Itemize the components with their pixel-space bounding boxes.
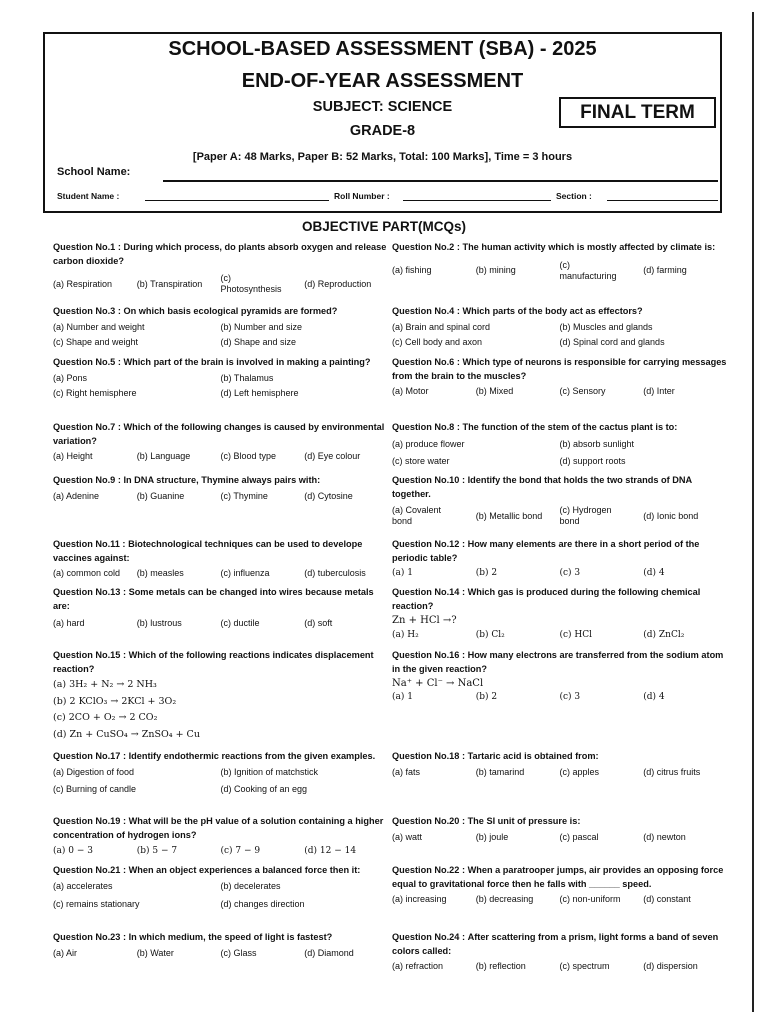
option-d[interactable]: (d) Ionic bond bbox=[643, 510, 699, 521]
option-c[interactable]: (c) pascal bbox=[559, 831, 599, 842]
question-text: The SI unit of pressure is: bbox=[467, 816, 581, 826]
question-text: Biotechnological techniques can be used to develope vaccines against: bbox=[53, 539, 363, 563]
option-a[interactable]: (a) fishing bbox=[392, 265, 432, 275]
option-c[interactable]: (c) Right hemisphere bbox=[53, 387, 137, 398]
option-d[interactable]: (d) constant bbox=[643, 894, 691, 904]
option-d[interactable]: (d) newton bbox=[643, 831, 686, 842]
option-a[interactable]: (a) Pons bbox=[53, 372, 88, 383]
question-13 bbox=[53, 586, 388, 629]
option-b[interactable]: (b) 2 bbox=[475, 692, 498, 702]
header-box bbox=[43, 32, 722, 213]
section-title: OBJECTIVE PART(MCQs) bbox=[301, 219, 466, 234]
question-text: Which of the following reactions indicates displacement reaction? bbox=[53, 650, 374, 674]
question-4 bbox=[392, 305, 727, 348]
school-name-label: School Name: bbox=[57, 166, 131, 178]
option-a[interactable]: (a) Adenine bbox=[53, 490, 100, 501]
question-label: Question No.20 : bbox=[392, 816, 465, 826]
question-2 bbox=[392, 241, 727, 282]
option-a[interactable]: (a) Brain and spinal cord bbox=[392, 321, 491, 332]
option-a[interactable]: (a) increasing bbox=[392, 894, 447, 904]
question-label: Question No.4 : bbox=[392, 306, 460, 316]
option-b[interactable]: (b) Cl₂ bbox=[475, 630, 505, 640]
question-label: Question No.21 : bbox=[53, 865, 126, 875]
question-text: Some metals can be changed into wires because metals are: bbox=[53, 587, 374, 611]
question-label: Question No.24 : bbox=[392, 932, 465, 942]
option-d[interactable]: (d) 4 bbox=[643, 568, 665, 578]
question-text: What will be the pH value of a solution containing a higher concentration of hydrogen ions? bbox=[53, 816, 384, 840]
question-label: Question No.15 : bbox=[53, 650, 126, 660]
question-9 bbox=[53, 474, 388, 502]
option-a[interactable]: (a) watt bbox=[392, 831, 423, 842]
option-c[interactable]: (c) 2CO + O₂ → 2 CO₂ bbox=[53, 712, 158, 723]
question-label: Question No.7 : bbox=[53, 422, 121, 432]
question-label: Question No.19 : bbox=[53, 816, 126, 826]
option-a[interactable]: (a) 3H₂ + N₂ → 2 NH₃ bbox=[53, 679, 157, 690]
option-a[interactable]: (a) hard bbox=[53, 618, 85, 628]
question-text: Which parts of the body act as effectors? bbox=[462, 306, 643, 316]
option-d[interactable]: (d) ZnCl₂ bbox=[643, 630, 685, 640]
roll-number-label: Roll Number : bbox=[334, 191, 390, 201]
option-a[interactable]: (a) fats bbox=[392, 766, 421, 777]
option-a[interactable]: (a) H₂ bbox=[392, 630, 419, 640]
question-label: Question No.10 : bbox=[392, 475, 465, 485]
option-c[interactable]: (c) manufacturing bbox=[559, 259, 617, 281]
question-text: Which type of neurons is responsible for carrying messages from the brain to the muscles? bbox=[392, 357, 727, 381]
question-text: When a paratrooper jumps, air provides an opposing force equal to gravitational force then he falls with ______ speed. bbox=[392, 865, 724, 889]
question-20 bbox=[392, 815, 727, 843]
option-c[interactable]: (c) remains stationary bbox=[53, 898, 140, 909]
option-b[interactable]: (b) decreasing bbox=[475, 894, 534, 904]
option-c[interactable]: (c) Glass bbox=[220, 947, 257, 958]
question-18 bbox=[392, 750, 727, 778]
option-c[interactable]: (c) Sensory bbox=[559, 386, 606, 396]
option-d[interactable]: (d) Cooking of an egg bbox=[220, 783, 308, 794]
option-d[interactable]: (d) soft bbox=[304, 618, 333, 628]
option-b[interactable]: (b) Muscles and glands bbox=[559, 321, 653, 332]
question-19 bbox=[53, 815, 388, 857]
option-d[interactable]: (d) citrus fruits bbox=[643, 766, 701, 777]
question-label: Question No.18 : bbox=[392, 751, 465, 761]
question-text: In DNA structure, Thymine always pairs with: bbox=[123, 475, 321, 485]
option-d[interactable]: (d) Reproduction bbox=[304, 278, 372, 289]
question-1 bbox=[53, 241, 388, 295]
question-8 bbox=[392, 421, 727, 467]
question-16 bbox=[392, 649, 727, 703]
question-15 bbox=[53, 649, 388, 743]
option-a[interactable]: (a) 1 bbox=[392, 568, 413, 578]
question-text: Tartaric acid is obtained from: bbox=[467, 751, 599, 761]
option-c[interactable]: (c) 3 bbox=[559, 568, 581, 578]
option-b[interactable]: (b) tamarind bbox=[475, 766, 525, 777]
option-d[interactable]: (d) changes direction bbox=[220, 898, 305, 909]
option-c[interactable]: (c) 3 bbox=[559, 692, 581, 702]
question-3 bbox=[53, 305, 388, 348]
option-c[interactable]: (c) apples bbox=[559, 766, 600, 777]
question-22 bbox=[392, 864, 727, 905]
option-a[interactable]: (a) Digestion of food bbox=[53, 766, 135, 777]
option-d[interactable]: (d) Left hemisphere bbox=[220, 387, 299, 398]
option-d[interactable]: (d) Diamond bbox=[304, 947, 354, 958]
question-label: Question No.5 : bbox=[53, 357, 121, 367]
question-10 bbox=[392, 474, 727, 527]
question-label: Question No.8 : bbox=[392, 422, 460, 432]
option-a[interactable]: (a) Respiration bbox=[53, 278, 113, 289]
option-b[interactable]: (b) Transpiration bbox=[136, 278, 203, 289]
question-label: Question No.1 : bbox=[53, 242, 121, 252]
option-b[interactable]: (b) Language bbox=[136, 451, 191, 461]
section-label: Section : bbox=[556, 191, 592, 201]
option-c[interactable]: (c) non-uniform bbox=[559, 894, 621, 904]
option-b[interactable]: (b) reflection bbox=[475, 961, 526, 971]
option-a[interactable]: (a) Air bbox=[53, 947, 78, 958]
option-d[interactable]: (d) dispersion bbox=[643, 961, 698, 971]
section-field[interactable] bbox=[607, 200, 718, 201]
option-d[interactable]: (d) farming bbox=[643, 265, 687, 275]
option-d[interactable]: (d) Inter bbox=[643, 386, 675, 396]
question-text: How many elements are there in a short period of the periodic table? bbox=[392, 539, 700, 563]
option-d[interactable]: (d) Zn + CuSO₄ → ZnSO₄ + Cu bbox=[53, 728, 200, 740]
option-a[interactable]: (a) Motor bbox=[392, 386, 429, 396]
student-name-field[interactable] bbox=[145, 200, 329, 201]
option-b[interactable]: (b) mining bbox=[475, 265, 516, 275]
option-b[interactable]: (b) Ignition of matchstick bbox=[220, 766, 319, 777]
option-d[interactable]: (d) Shape and size bbox=[220, 336, 297, 347]
question-label: Question No.2 : bbox=[392, 242, 460, 252]
option-c[interactable]: (c) HCl bbox=[559, 630, 593, 640]
student-name-label: Student Name : bbox=[57, 191, 120, 201]
question-6 bbox=[392, 356, 727, 397]
option-c[interactable]: (c) spectrum bbox=[559, 961, 610, 971]
option-c[interactable]: (c) influenza bbox=[220, 568, 270, 578]
option-a[interactable]: (a) Covalent bond bbox=[392, 505, 442, 526]
question-11 bbox=[53, 538, 388, 579]
question-label: Question No.3 : bbox=[53, 306, 121, 316]
question-label: Question No.22 : bbox=[392, 865, 465, 875]
option-b[interactable]: (b) 2 bbox=[475, 568, 498, 578]
option-c[interactable]: (c) Thymine bbox=[220, 490, 268, 501]
option-b[interactable]: (b) Mixed bbox=[475, 386, 514, 396]
option-b[interactable]: (b) absorb sunlight bbox=[559, 438, 635, 449]
question-12 bbox=[392, 538, 727, 579]
option-d[interactable]: (d) Spinal cord and glands bbox=[559, 336, 665, 347]
roll-number-field[interactable] bbox=[403, 200, 551, 201]
question-text: After scattering from a prism, light forms a band of seven colors called: bbox=[392, 932, 719, 956]
option-a[interactable]: (a) 1 bbox=[392, 692, 413, 702]
question-label: Question No.6 : bbox=[392, 357, 460, 367]
question-label: Question No.12 : bbox=[392, 539, 465, 549]
question-label: Question No.9 : bbox=[53, 475, 121, 485]
option-a[interactable]: (a) refraction bbox=[392, 961, 444, 971]
option-c[interactable]: (c) store water bbox=[392, 455, 450, 466]
option-b[interactable]: (b) Number and size bbox=[220, 321, 303, 332]
option-d[interactable]: (d) 4 bbox=[643, 692, 665, 702]
question-label: Question No.11 : bbox=[53, 539, 126, 549]
question-label: Question No.16 : bbox=[392, 650, 465, 660]
question-label: Question No.14 : bbox=[392, 587, 465, 597]
question-text: How many electrons are transferred from the sodium atom in the given reaction? bbox=[392, 650, 724, 674]
option-a[interactable]: (a) produce flower bbox=[392, 438, 465, 449]
question-text: Identify the bond that holds the two strands of DNA together. bbox=[392, 475, 692, 499]
option-a[interactable]: (a) accelerates bbox=[53, 880, 113, 891]
option-b[interactable]: (b) joule bbox=[475, 831, 509, 842]
option-c[interactable]: (c) Cell body and axon bbox=[392, 336, 483, 347]
question-text: During which process, do plants absorb oxygen and release carbon dioxide? bbox=[53, 242, 387, 266]
option-b[interactable]: (b) Thalamus bbox=[220, 372, 274, 383]
question-text: The human activity which is mostly affected by climate is: bbox=[462, 242, 716, 252]
reaction-equation: Na⁺ + Cl⁻ → NaCl bbox=[392, 678, 484, 689]
option-b[interactable]: (b) 5 − 7 bbox=[136, 846, 178, 856]
option-d[interactable]: (d) Eye colour bbox=[304, 451, 361, 461]
option-c[interactable]: (c) 7 − 9 bbox=[220, 846, 261, 856]
option-b[interactable]: (b) Metallic bond bbox=[475, 510, 543, 521]
school-name-field[interactable] bbox=[163, 180, 718, 182]
question-24 bbox=[392, 931, 727, 972]
option-a[interactable]: (a) 0 − 3 bbox=[53, 846, 93, 856]
option-a[interactable]: (a) common cold bbox=[53, 568, 121, 578]
option-d[interactable]: (d) 12 − 14 bbox=[304, 846, 357, 856]
question-21 bbox=[53, 864, 388, 910]
subject-label: SUBJECT: SCIENCE bbox=[312, 99, 453, 115]
question-label: Question No.23 : bbox=[53, 932, 126, 942]
option-b[interactable]: (b) measles bbox=[136, 568, 184, 578]
assessment-title: SCHOOL-BASED ASSESSMENT (SBA) - 2025 bbox=[168, 38, 597, 60]
option-c[interactable]: (c) Burning of candle bbox=[53, 783, 137, 794]
option-b[interactable]: (b) 2 KClO₃ → 2KCl + 3O₂ bbox=[53, 695, 177, 707]
question-text: On which basis ecological pyramids are formed? bbox=[123, 306, 338, 316]
option-a[interactable]: (a) Height bbox=[53, 451, 93, 461]
reaction-equation: Zn + HCl →? bbox=[392, 615, 457, 626]
option-b[interactable]: (b) decelerates bbox=[220, 880, 281, 891]
final-term-box: FINAL TERM bbox=[559, 97, 716, 128]
question-label: Question No.13 : bbox=[53, 587, 126, 597]
question-text: In which medium, the speed of light is fastest? bbox=[128, 932, 333, 942]
question-text: Which of the following changes is caused by environmental variation? bbox=[53, 422, 385, 446]
marks-info: [Paper A: 48 Marks, Paper B: 52 Marks, Total: 100 Marks], Time = 3 hours bbox=[192, 151, 573, 163]
option-b[interactable]: (b) Guanine bbox=[136, 490, 185, 501]
question-14 bbox=[392, 586, 727, 641]
option-d[interactable]: (d) tuberculosis bbox=[304, 568, 366, 578]
option-d[interactable]: (d) Cytosine bbox=[304, 490, 353, 501]
question-text: When an object experiences a balanced force then it: bbox=[128, 865, 361, 875]
option-c[interactable]: (c) Blood type bbox=[220, 451, 277, 461]
option-c[interactable]: (c) Hydrogen bond bbox=[559, 505, 612, 526]
question-text: Which part of the brain is involved in making a painting? bbox=[123, 357, 371, 367]
option-b[interactable]: (b) Water bbox=[136, 947, 174, 958]
question-text: Identify endothermic reactions from the given examples. bbox=[128, 751, 376, 761]
assessment-subtitle: END-OF-YEAR ASSESSMENT bbox=[241, 70, 524, 92]
page-edge-line bbox=[752, 12, 754, 1012]
question-text: Which gas is produced during the following chemical reaction? bbox=[392, 587, 701, 611]
option-c[interactable]: (c) ductile bbox=[220, 618, 260, 628]
question-5 bbox=[53, 356, 388, 399]
option-d[interactable]: (d) support roots bbox=[559, 455, 626, 466]
option-b[interactable]: (b) lustrous bbox=[136, 618, 182, 628]
question-text: The function of the stem of the cactus plant is to: bbox=[462, 422, 678, 432]
option-a[interactable]: (a) Number and weight bbox=[53, 321, 145, 332]
question-17 bbox=[53, 750, 388, 795]
question-7 bbox=[53, 421, 388, 462]
question-label: Question No.17 : bbox=[53, 751, 126, 761]
option-c[interactable]: (c) Photosynthesis bbox=[220, 273, 282, 294]
grade-label: GRADE-8 bbox=[349, 123, 416, 139]
option-c[interactable]: (c) Shape and weight bbox=[53, 336, 139, 347]
question-23 bbox=[53, 931, 388, 959]
